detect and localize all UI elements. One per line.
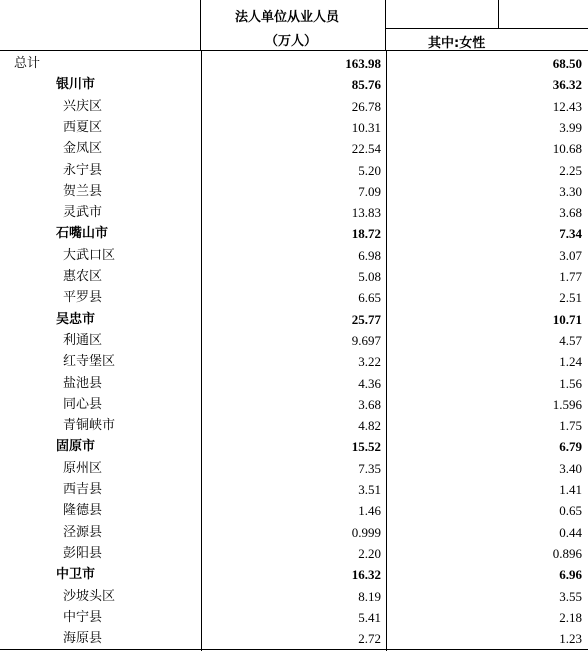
- header-region-cell: [0, 0, 201, 51]
- table-row: [0, 96, 588, 117]
- employees-female-value: 6.96: [559, 567, 582, 583]
- employees-female-value: 0.896: [552, 545, 582, 561]
- employees-total-value: 9.697: [351, 332, 381, 348]
- employees-total-value: 5.08: [358, 269, 381, 284]
- header-total-line2: （万人）: [265, 34, 318, 49]
- employees-total-value: 3.51: [358, 482, 381, 497]
- region-name: 西夏区: [63, 119, 103, 135]
- table-row: [0, 287, 588, 308]
- region-name: 银川市: [56, 77, 96, 93]
- table-row: [0, 564, 588, 585]
- header-blank-cell: [386, 0, 499, 28]
- table-row: [0, 330, 588, 351]
- region-name: 平罗县: [63, 290, 103, 306]
- table-row: [0, 479, 588, 500]
- employees-total-value: 25.77: [351, 311, 381, 327]
- region-name: 盐池县: [63, 375, 103, 391]
- region-name: 西吉县: [63, 482, 103, 497]
- employees-female-value: 0.65: [559, 503, 582, 519]
- region-name: 总计: [14, 56, 41, 71]
- table-row: [0, 436, 588, 457]
- region-name: 兴庆区: [63, 98, 103, 114]
- employees-total-value: 6.65: [358, 290, 381, 306]
- header-female-label: 其中:女性: [428, 36, 486, 51]
- employees-total-value: 85.76: [351, 77, 381, 93]
- employees-female-value: 3.55: [559, 588, 582, 604]
- region-name: 青铜峡市: [63, 418, 116, 434]
- employees-total-value: 5.20: [358, 162, 381, 178]
- employees-female-value: 1.23: [559, 631, 582, 647]
- table-bottom-border: [0, 649, 588, 650]
- employees-female-value: 3.68: [559, 205, 582, 221]
- table-row: [0, 117, 588, 138]
- table-row: [0, 202, 588, 223]
- table-row: [0, 351, 588, 372]
- employees-female-value: 3.40: [559, 460, 582, 476]
- employees-female-value: 7.34: [559, 226, 582, 242]
- region-name: 石嘴山市: [56, 226, 109, 242]
- table-row: [0, 394, 588, 415]
- region-name: 固原市: [56, 439, 96, 455]
- region-name: 大武口区: [63, 247, 116, 263]
- table-row: [0, 160, 588, 181]
- employees-total-value: 3.22: [358, 354, 381, 370]
- region-name: 隆德县: [63, 503, 103, 519]
- employees-female-value: 1.56: [559, 375, 582, 391]
- header-total-cell: [201, 0, 386, 51]
- region-name: 利通区: [63, 332, 103, 348]
- region-name: 彭阳县: [63, 545, 103, 561]
- table-row: [0, 74, 588, 95]
- table-row: [0, 181, 588, 202]
- region-name: 吴忠市: [56, 311, 96, 327]
- employees-female-value: 1.41: [559, 482, 582, 497]
- region-name: 泾源县: [63, 524, 103, 540]
- employees-total-value: 7.35: [358, 460, 381, 476]
- employees-female-value: 2.25: [559, 162, 582, 178]
- employees-female-value: 2.18: [559, 609, 582, 625]
- employees-total-value: 2.72: [358, 631, 381, 647]
- employees-total-value: 15.52: [351, 439, 381, 455]
- employees-total-value: 8.19: [358, 588, 381, 604]
- region-name: 沙坡头区: [63, 588, 116, 604]
- table-row: [0, 53, 588, 74]
- header-total-line1: 法人单位从业人员: [235, 10, 340, 25]
- employees-total-value: 4.36: [358, 375, 381, 391]
- employees-female-value: 1.77: [559, 269, 582, 284]
- employees-female-value: 1.24: [559, 354, 582, 370]
- employees-female-value: 36.32: [552, 77, 582, 93]
- table-row: [0, 607, 588, 628]
- table-row: [0, 628, 588, 649]
- employees-female-value: 12.43: [552, 98, 582, 114]
- table-row: [0, 500, 588, 521]
- employees-female-value: 68.50: [552, 56, 582, 71]
- region-name: 贺兰县: [63, 183, 103, 199]
- employees-total-value: 0.999: [351, 524, 381, 540]
- employees-female-value: 3.30: [559, 183, 582, 199]
- table-row: [0, 309, 588, 330]
- employees-female-value: 10.71: [552, 311, 582, 327]
- employees-total-value: 4.82: [358, 418, 381, 434]
- table-row: [0, 586, 588, 607]
- region-name: 永宁县: [63, 162, 103, 178]
- employees-total-value: 3.68: [358, 396, 381, 412]
- table-row: [0, 138, 588, 159]
- region-name: 灵武市: [63, 205, 103, 221]
- region-name: 中卫市: [56, 567, 96, 583]
- employees-female-value: 2.51: [559, 290, 582, 306]
- region-name: 同心县: [63, 396, 103, 412]
- employees-total-value: 10.31: [351, 119, 381, 135]
- region-name: 金凤区: [63, 141, 103, 157]
- employees-female-value: 0.44: [559, 524, 582, 540]
- employees-female-value: 1.75: [559, 418, 582, 434]
- employees-total-value: 18.72: [351, 226, 381, 242]
- region-name: 海原县: [63, 631, 103, 647]
- employees-total-value: 13.83: [351, 205, 381, 221]
- table-row: [0, 266, 588, 287]
- header-divider: [386, 28, 588, 29]
- employees-female-value: 3.07: [559, 247, 582, 263]
- employees-female-value: 1.596: [552, 396, 582, 412]
- table-row: [0, 415, 588, 436]
- table-row: [0, 522, 588, 543]
- table-row: [0, 373, 588, 394]
- employees-female-value: 10.68: [552, 141, 582, 157]
- table-row: [0, 223, 588, 244]
- region-name: 红寺堡区: [63, 354, 116, 370]
- employees-total-value: 7.09: [358, 183, 381, 199]
- employees-total-value: 5.41: [358, 609, 381, 625]
- region-name: 中宁县: [63, 609, 103, 625]
- table-row: [0, 245, 588, 266]
- employees-total-value: 22.54: [351, 141, 381, 157]
- table-row: [0, 458, 588, 479]
- employees-total-value: 2.20: [358, 545, 381, 561]
- region-name: 惠农区: [63, 269, 103, 284]
- employees-total-value: 6.98: [358, 247, 381, 263]
- employees-total-value: 1.46: [358, 503, 381, 519]
- employees-total-value: 163.98: [345, 56, 381, 71]
- employees-female-value: 6.79: [559, 439, 582, 455]
- region-name: 原州区: [63, 460, 103, 476]
- table-row: [0, 543, 588, 564]
- employees-female-value: 4.57: [559, 332, 582, 348]
- employees-total-value: 26.78: [351, 98, 381, 114]
- employees-female-value: 3.99: [559, 119, 582, 135]
- employees-total-value: 16.32: [351, 567, 381, 583]
